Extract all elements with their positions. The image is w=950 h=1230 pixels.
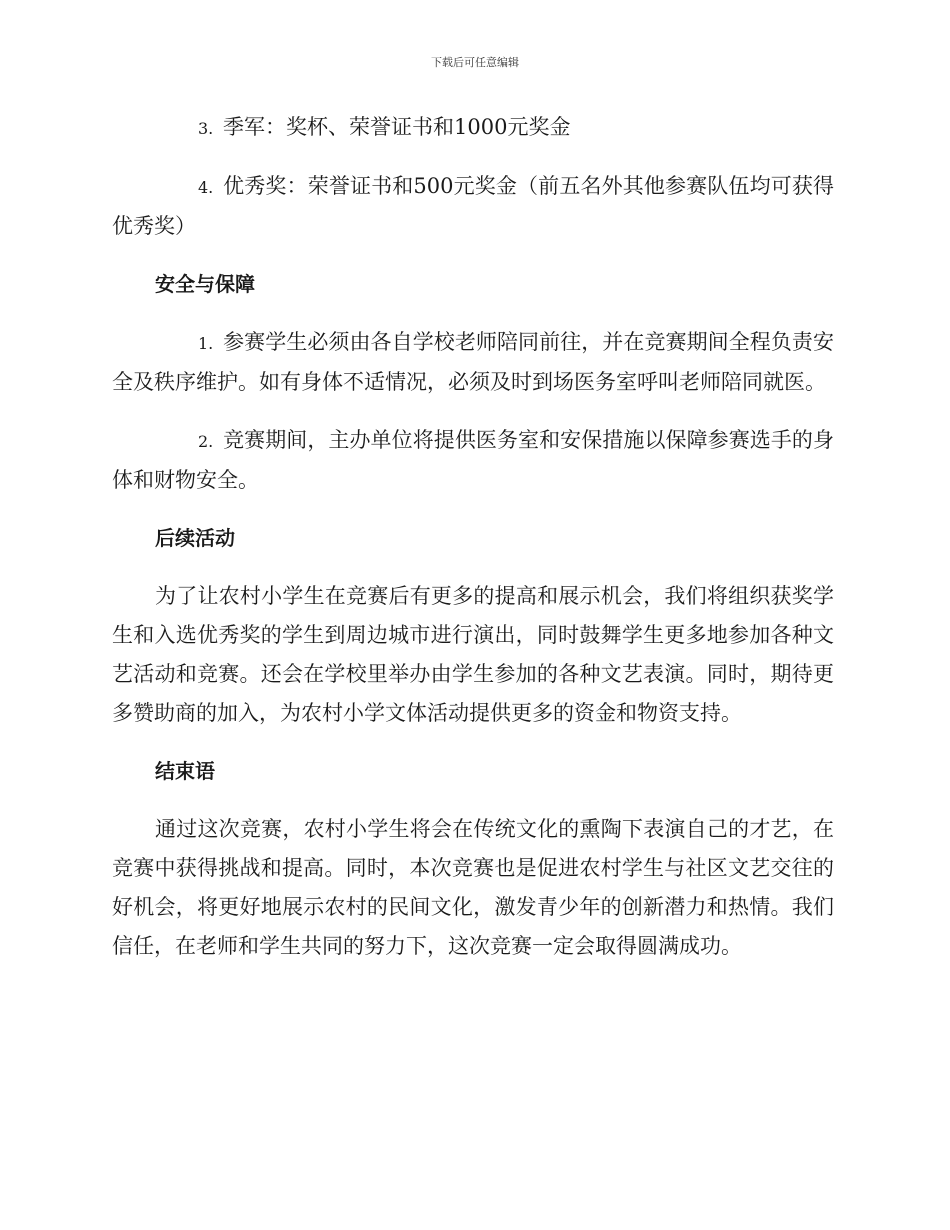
list-number: 2.	[198, 432, 214, 451]
followup-paragraph: 为了让农村小学生在竞赛后有更多的提高和展示机会，我们将组织获奖学生和入选优秀奖的学生到周边城市进行演出，同时鼓舞学生更多地参加各种文艺活动和竞赛。还会在学校里举办由学生参加的各种文艺表演。同时，期待更多赞助商的加入，为农村小学文体活动提供更多的资金和物资支持。	[112, 584, 834, 725]
section-heading-conclusion: 结束语	[155, 759, 215, 783]
list-item-text: 参赛学生必须由各自学校老师陪同前往，并在竞赛期间全程负责安全及秩序维护。如有身体不适情况，必须及时到场医务室呼叫老师陪同就医。	[112, 330, 834, 394]
list-item-text: 竞赛期间，主办单位将提供医务室和安保措施以保障参赛选手的身体和财物安全。	[112, 428, 834, 492]
list-number: 4.	[198, 178, 214, 197]
list-number: 1.	[198, 334, 214, 353]
list-number: 3.	[198, 119, 214, 138]
list-item-text: 季军：奖杯、荣誉证书和1000元奖金	[223, 115, 571, 139]
safety-item-1	[112, 323, 834, 402]
document-body	[112, 108, 834, 985]
safety-item-2	[112, 421, 834, 500]
page-header: 下载后可任意编辑	[431, 56, 519, 69]
list-item-text: 优秀奖：荣誉证书和500元奖金（前五名外其他参赛队伍均可获得优秀奖）	[112, 174, 834, 238]
list-item-3	[112, 108, 834, 148]
section-heading-safety: 安全与保障	[155, 272, 255, 296]
list-item-4	[112, 167, 834, 246]
section-heading-followup: 后续活动	[155, 526, 235, 550]
conclusion-paragraph: 通过这次竞赛，农村小学生将会在传统文化的熏陶下表演自己的才艺，在竞赛中获得挑战和提高。同时，本次竞赛也是促进农村学生与社区文艺交往的好机会，将更好地展示农村的民间文化，激发青少年的创新潜力和热情。我们信任，在老师和学生共同的努力下，这次竞赛一定会取得圆满成功。	[112, 817, 834, 958]
